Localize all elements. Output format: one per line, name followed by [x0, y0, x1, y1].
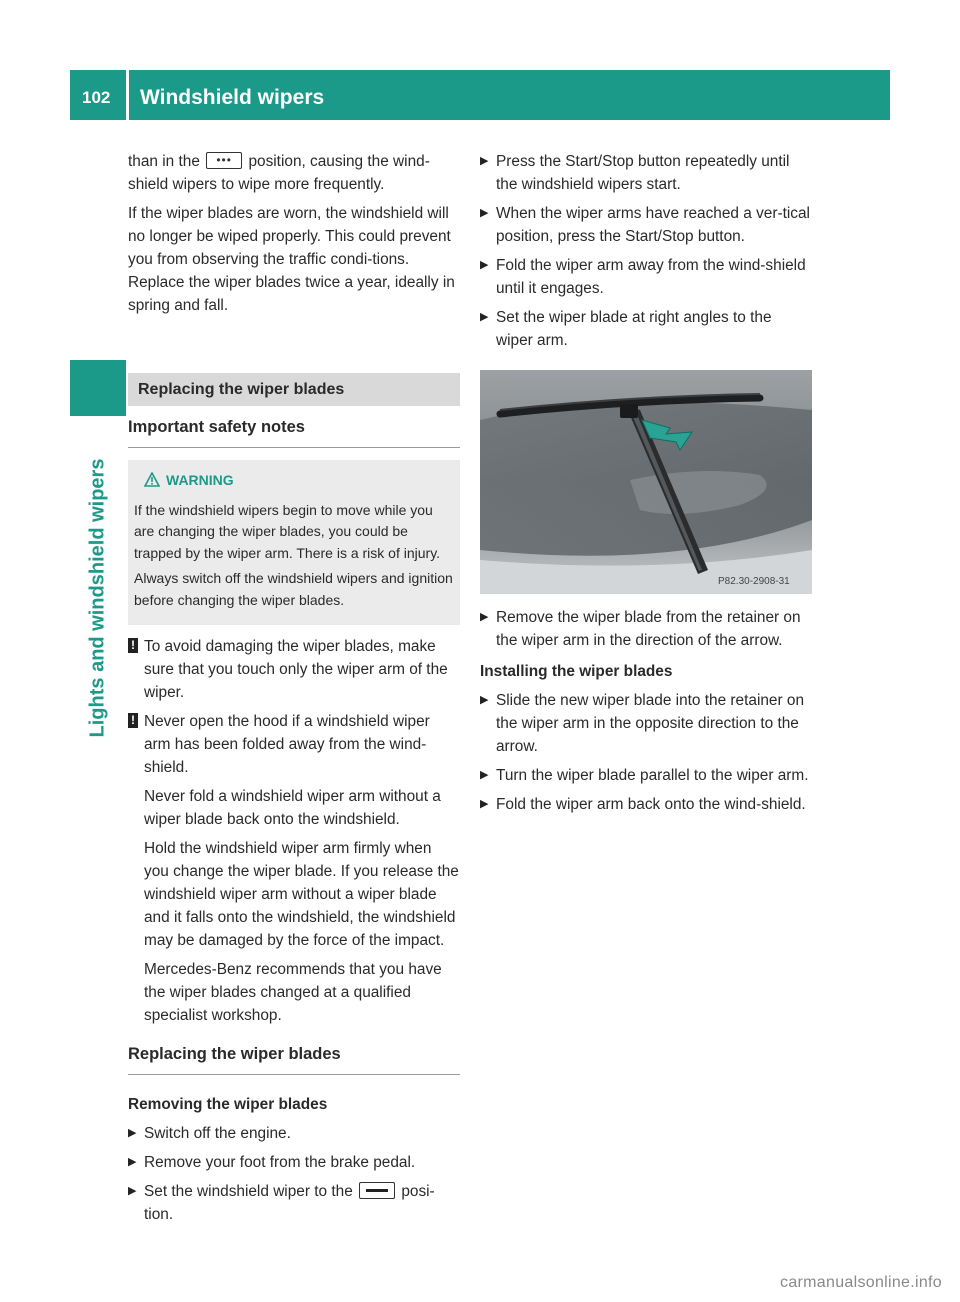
- step-item: [480, 793, 812, 816]
- wiper-blade-illustration: [480, 370, 812, 594]
- arrow-icon: ▶: [480, 311, 489, 323]
- chapter-title: Windshield wipers: [140, 86, 325, 109]
- step-item: [480, 306, 812, 352]
- note-1-text: To avoid damaging the wiper blades, make sure that you touch only the wiper arm of the wiper.: [144, 638, 448, 701]
- arrow-icon: ▶: [480, 207, 489, 219]
- note-2-text-2: Never fold a windshield wiper arm without a wiper blade back onto the windshield.: [144, 788, 441, 828]
- step-text: Set the wiper blade at right angles to the wiper arm.: [496, 309, 772, 349]
- side-tab-block: [70, 360, 126, 416]
- warning-box: [128, 460, 460, 625]
- step-text: Press the Start/Stop button repeatedly until the windshield wipers start.: [496, 153, 790, 193]
- arrow-icon: ▶: [480, 155, 489, 167]
- step-text: When the wiper arms have reached a ver-tical position, press the Start/Stop button.: [496, 205, 810, 245]
- step-text: Turn the wiper blade parallel to the wiper arm.: [496, 767, 809, 784]
- arrow-icon: ▶: [480, 694, 489, 706]
- warning-text-1: If the windshield wipers begin to move while you are changing the wiper blades, you could be trapped by the wiper arm. There is a risk of injury.: [134, 501, 441, 561]
- arrow-icon: ▶: [480, 611, 489, 623]
- arrow-icon: ▶: [128, 1185, 137, 1197]
- arrow-icon: ▶: [128, 1127, 137, 1139]
- replacing-heading: Replacing the wiper blades: [128, 1043, 460, 1075]
- step-item: [128, 1180, 460, 1226]
- caution-icon: !: [128, 638, 138, 653]
- caution-icon: !: [128, 713, 138, 728]
- step-item: [480, 606, 812, 652]
- step-item: [480, 689, 812, 758]
- note-2-text-1: Never open the hood if a windshield wiper arm has been folded away from the wind-shield.: [144, 713, 430, 776]
- step-text: Switch off the engine.: [144, 1125, 291, 1142]
- installing-heading: Installing the wiper blades: [480, 663, 673, 680]
- step-text: Set the windshield wiper to the: [144, 1183, 353, 1200]
- warning-title: [134, 470, 454, 494]
- step-item: [128, 1122, 460, 1145]
- step-item: [480, 150, 812, 196]
- step-text: posi-tion.: [144, 1183, 435, 1223]
- warning-text-2: Always switch off the windshield wipers and ignition before changing the wiper blades.: [134, 570, 453, 608]
- warning-triangle-icon: [144, 472, 160, 494]
- note-2-text-3: Hold the windshield wiper arm firmly when you change the wiper blade. If you release the windshield wiper arm without a wiper blade and it falls onto the windshield, the windshield may be damaged by the force of the impact.: [144, 840, 459, 949]
- step-text: Slide the new wiper blade into the retainer on the wiper arm in the opposite direction to the arrow.: [496, 692, 805, 755]
- left-column: [128, 150, 460, 1232]
- arrow-icon: ▶: [480, 798, 489, 810]
- wiper-position-symbol-icon: [359, 1182, 395, 1199]
- arrow-icon: ▶: [128, 1156, 137, 1168]
- step-text: Remove your foot from the brake pedal.: [144, 1154, 416, 1171]
- intro-paragraph-1: [128, 150, 460, 196]
- right-column: [480, 150, 812, 822]
- safety-heading: Important safety notes: [128, 416, 460, 448]
- arrow-icon: ▶: [480, 769, 489, 781]
- note-2: [128, 710, 460, 1027]
- intro-text-b: position, causing the wind-shield wipers to wipe more frequently.: [128, 153, 430, 193]
- step-item: [128, 1151, 460, 1174]
- warning-title-text: WARNING: [166, 472, 234, 488]
- note-1: [128, 635, 460, 704]
- header-divider: [126, 70, 129, 120]
- figure-code: P82.30-2908-31: [718, 576, 790, 587]
- side-tab-label: Lights and windshield wipers: [86, 458, 109, 738]
- step-item: [480, 764, 812, 787]
- intro-text-a: than in the: [128, 153, 200, 170]
- step-text: Fold the wiper arm away from the wind-shield until it engages.: [496, 257, 806, 297]
- step-item: [480, 254, 812, 300]
- section-title: Replacing the wiper blades: [128, 373, 460, 406]
- intro-paragraph-2: If the wiper blades are worn, the windshield will no longer be wiped properly. This could prevent you from observing the traffic condi-tions. Replace the wiper blades twice a year, ideally in spring and fall.: [128, 205, 455, 314]
- arrow-icon: ▶: [480, 259, 489, 271]
- page-number: 102: [82, 88, 111, 107]
- step-text: Remove the wiper blade from the retainer on the wiper arm in the direction of the arrow.: [496, 609, 801, 649]
- step-item: [480, 202, 812, 248]
- removing-heading: Removing the wiper blades: [128, 1096, 328, 1113]
- note-2-text-4: Mercedes-Benz recommends that you have the wiper blades changed at a qualified specialist workshop.: [144, 961, 442, 1024]
- watermark[interactable]: carmanualsonline.info: [780, 1274, 942, 1291]
- step-text: Fold the wiper arm back onto the wind-shield.: [496, 796, 806, 813]
- wiper-interval-symbol-icon: [206, 152, 242, 169]
